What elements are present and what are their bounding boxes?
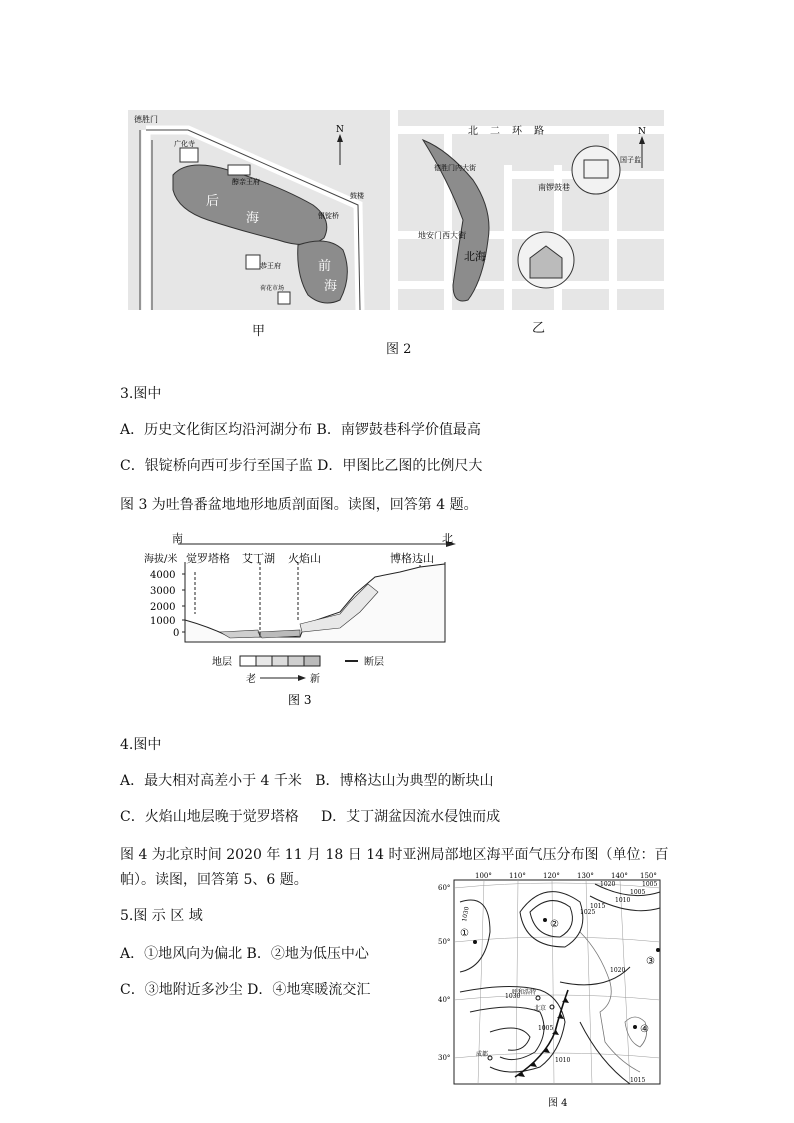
figure-4 [430,872,665,1112]
label-gulou: 鼓楼 [350,192,364,200]
label-houhai2: 海 [246,211,260,226]
fig4-isobar-1005a: 1005 [630,889,646,896]
fig4-lon-130: 130° [577,872,594,880]
figure-2-caption: 图 2 [386,342,412,357]
fig3-place-huoyan: 火焰山 [288,552,321,565]
north-label-jia: N [336,125,344,135]
fig3-place-jueluo: 觉罗塔格 [186,552,230,565]
fig4-lat-30: 30° [438,1054,451,1062]
q5-option-cd: C．③地附近多沙尘 D．④地寒暖流交汇 [120,982,371,998]
fig4-isobar-1030a: 1030 [461,906,471,923]
fig4-lon-120: 120° [543,872,560,880]
fig4-isobar-1015b: 1015 [590,903,606,910]
fig4-point-1: ① [460,928,469,939]
fig3-place-aiding: 艾丁湖 [242,552,275,565]
fig3-tick-2000: 2000 [150,602,176,613]
label-heshen: 荷花市场 [260,285,285,292]
fig4-point-4: ④ [640,1024,649,1035]
figure-2 [128,110,668,355]
label-dianmen-west: 地安门西大街 [418,231,466,240]
label-yindingqiao: 银锭桥 [318,212,339,220]
q3-stem: 3.图中 [120,386,162,402]
fig4-isobar-1010b: 1010 [615,897,631,904]
fig4-isobar-1020b: 1020 [600,881,616,888]
fig4-isobar-1030b: 1030 [505,993,521,1000]
north-label-yi: N [638,127,646,137]
fig4-isobar-1010a: 1010 [555,1057,571,1064]
fig3-north: 北 [442,532,453,545]
label-north-ring: 北二环路 [468,126,556,137]
q3-option-ab: A．历史文化街区均沿河湖分布 B．南锣鼓巷科学价值最高 [120,422,481,438]
fig3-tick-3000: 3000 [150,586,176,597]
fig4-isobar-1025: 1025 [580,909,596,916]
fig3-tick-4000: 4000 [150,570,176,581]
label-gongwangfu: 恭王府 [260,262,281,270]
label-qianhai2: 海 [324,279,338,294]
label-guanghuasi: 广化寺 [174,140,195,148]
q4-option-cd: C．火焰山地层晚于觉罗塔格 D．艾丁湖盆因流水侵蚀而成 [120,809,501,825]
fig3-south: 南 [172,532,183,545]
q3-option-cd: C．银锭桥向西可步行至国子监 D．甲图比乙图的比例尺大 [120,458,483,474]
fig4-lon-110: 110° [509,872,526,880]
fig3-ylabel: 海拔/米 [144,554,178,565]
fig3-legend-old: 老 [246,674,256,685]
fig4-point-2: ② [550,919,559,930]
label-nanluogu: 南锣鼓巷 [538,183,570,192]
label-houhai: 后 [206,194,220,209]
label-qianhai: 前 [318,259,332,274]
intro-q4: 图 3 为吐鲁番盆地地形地质剖面图。读图，回答第 4 题。 [120,497,478,513]
fig4-isobar-1020a: 1020 [610,967,626,974]
map-jia [128,110,390,310]
fig4-city-hohhot: 呼和浩特 [512,989,537,996]
caption-jia: 甲 [252,324,266,339]
label-deshengmen-street: 德胜门内大街 [434,164,476,172]
fig4-point-3: ③ [646,956,655,967]
intro-q5-line2: 帕）。读图，回答第 5、6 题。 [120,872,308,888]
fig3-caption: 图 3 [288,693,312,707]
fig4-lon-100: 100° [475,872,492,880]
fig4-city-beijing: 北京 [534,1005,547,1012]
label-deshengmen: 德胜门 [134,115,158,124]
q4-option-ab: A．最大相对高差小于 4 千米 B．博格达山为典型的断块山 [120,773,494,789]
label-guozijian: 国子监 [620,156,641,164]
figure-3 [140,532,460,712]
fig4-lon-150: 150° [640,872,657,880]
q5-option-ab: A．①地风向为偏北 B．②地为低压中心 [120,946,369,962]
fig3-legend-new: 新 [310,674,320,685]
fig3-tick-1000: 1000 [150,616,176,627]
fig4-city-chengdu: 成都 [476,1051,489,1058]
fig4-lat-50: 50° [438,938,451,946]
fig4-isobar-1005b: 1005 [538,1025,554,1032]
fig3-legend-fault: 断层 [364,657,384,668]
label-beihai: 北海 [464,250,486,263]
label-gongwangfu-left: 醇亲王府 [232,178,260,186]
caption-yi: 乙 [532,321,546,336]
map-yi [398,110,664,310]
fig4-lon-140: 140° [611,872,628,880]
fig3-tick-0: 0 [173,628,180,639]
q5-stem: 5.图 示 区 域 [120,908,203,924]
fig3-place-bogeda: 博格达山 [390,552,434,565]
fig3-legend-strata: 地层 [212,657,232,668]
fig4-isobar-1005c: 1005 [642,881,658,888]
intro-q5-line1: 图 4 为北京时间 2020 年 11 月 18 日 14 时亚洲局部地区海平面气压分布图（单位：百 [120,847,669,863]
fig4-caption: 图 4 [548,1098,568,1109]
fig4-isobar-1015a: 1015 [630,1077,646,1084]
fig4-lat-40: 40° [438,996,451,1004]
fig4-lat-60: 60° [438,884,451,892]
q4-stem: 4.图中 [120,737,162,753]
